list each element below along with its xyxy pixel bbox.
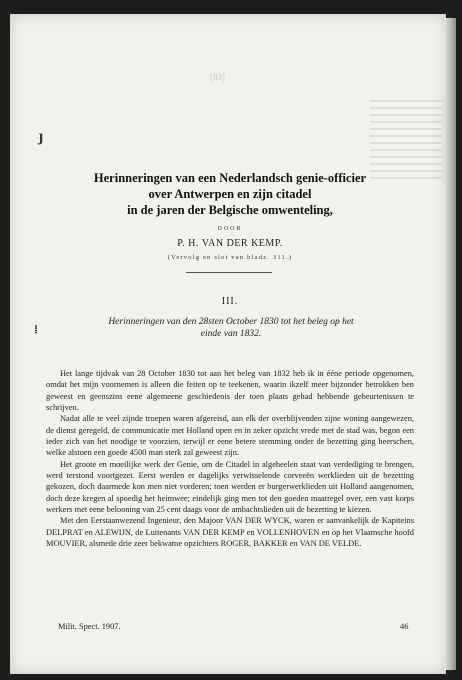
footer-journal: Milit. Spect. 1907.: [58, 622, 121, 631]
bleed-through-text: [370, 100, 442, 180]
margin-mark: ȷ: [38, 128, 44, 145]
body-paragraph: Nadat alle te veel zijnde troepen waren afgereisd, aan elk der overblijvenden zijne woning aangewezen, de dienst geregeld, de communicatie met Holland open en in zeker opzicht vrede met de stad was, begon een ieder zich van het noodige te voorzien, terwijl er eene betere stemming onder de bezetting ging heerschen, welke alstoen een goede 4500 man sterk zal geweest zijn.: [46, 414, 414, 458]
body-paragraph: Het groote en moeilijke werk der Genie, om de Citadel in algeheelen staat van verdediging te brengen, werd terstond voortgezet. Eerst werden er dagelijks verwisselende corveeën werklieden uit de bezetting gekozen, doch daarmede kon men niet vorderen; toen werden er burgerwerklieden uit Holland aangenomen, doch deze kregen al spoedig het heimwee; eindelijk ging men tot den goeden maatregel over, een vast korps werkers met eene belooning van 25 cent daags voor de ambachtslieden uit de bezetting te kiezen.: [46, 459, 414, 515]
separator-rule: [186, 272, 272, 273]
body-paragraph: Het lange tijdvak van 28 October 1830 tot aan het beleg van 1832 heb ik in ééne periode opgenomen, omdat het mijn voornemen is alleen die feiten op te teekenen, waarin ikzelf meer bijzonder betrokken ben geweest en geenszins eene algemeene geschiedenis der toen plaats gehad hebbende gebeurtenissen te schrijven.: [46, 369, 414, 413]
document-page: [10, 14, 446, 674]
page-edge: [446, 18, 456, 670]
article-title-line-2: over Antwerpen en zijn citadel: [148, 187, 312, 201]
continued-note: (Vervolg en slot van bladz. 311.): [167, 254, 293, 261]
section-number: III.: [221, 296, 239, 307]
section-subtitle-line-2: einde van 1832.: [200, 329, 262, 339]
body-text: [46, 368, 414, 550]
section-subtitle-line-1: Herinneringen van den 28sten October 1830 tot het beleg op het: [108, 317, 354, 327]
byline-prefix: DOOR: [217, 226, 243, 232]
author-name: P. H. VAN DER KEMP.: [177, 238, 283, 249]
article-title-line-1: Herinneringen van een Nederlandsch genie-officier: [93, 171, 367, 185]
body-paragraph: Met den Eerstaanwezend Ingenieur, den Majoor VAN DER WYCK, waren er aanvankelijk de Kapiteins DELPRAT en ALEWIJN, de Luitenants VAN DER KEMP en VOLLENHOVEN en op het Vlaamsche hoofd MOUVIER, alsmede drie zeer bekwame opzichters ROGER, BAKKER en VAN DE VELDE.: [46, 516, 414, 549]
article-title-line-3: in de jaren der Belgische omwenteling,: [127, 203, 333, 217]
margin-mark: ⁞: [34, 322, 38, 336]
faint-page-number: [83]: [210, 72, 225, 82]
footer-page-number: 46: [400, 622, 409, 631]
